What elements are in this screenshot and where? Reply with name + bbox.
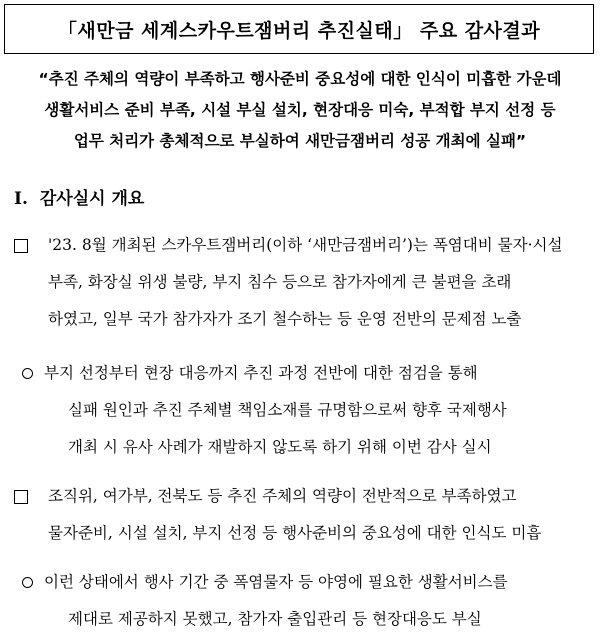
paragraph-line: 부족, 화장실 위생 불량, 부지 침수 등으로 참가자에게 큰 불편을 초래	[48, 273, 512, 291]
square-bullet-icon	[14, 490, 28, 504]
circle-bullet-icon	[22, 577, 33, 588]
paragraph-circle	[18, 564, 508, 638]
circle-bullet-icon	[22, 368, 33, 379]
paragraph-line: 개최 시 유사 사례가 재발하지 않도록 하기 위해 이번 감사 실시	[68, 438, 492, 456]
paragraph-line: 실패 원인과 추진 주체별 책임소재를 규명함으로써 향후 국제행사	[68, 401, 507, 419]
title-box	[4, 4, 594, 54]
paragraph-line: 이런 상태에서 행사 기간 중 폭염물자 등 야영에 필요한 생활서비스를	[18, 564, 508, 601]
paragraph-square	[14, 478, 541, 552]
square-bullet-icon	[14, 239, 28, 253]
paragraph-line: 제대로 제공하지 못했고, 참가자 출입관리 등 현장대응도 부실	[68, 610, 482, 628]
section-number: Ⅰ.	[14, 189, 28, 209]
section-heading	[14, 184, 144, 209]
paragraph-line: 물자준비, 시설 설치, 부지 선정 등 행사준비의 중요성에 대한 인식도 미흡	[48, 524, 542, 542]
section-title: 감사실시 개요	[39, 189, 145, 209]
document-title: 「새만금 세계스카우트잼버리 추진실태」 주요 감사결과	[57, 19, 541, 42]
summary-quote	[4, 64, 596, 157]
paragraph-line: 부지 선정부터 현장 대응까지 추진 과정 전반에 대한 점검을 통해	[18, 355, 507, 392]
summary-line: “추진 주체의 역량이 부족하고 행사준비 중요성에 대한 인식이 미흡한 가운데	[38, 70, 562, 88]
paragraph-square	[14, 227, 562, 338]
summary-line: 생활서비스 준비 부족, 시설 부실 설치, 현장대응 미숙, 부적합 부지 선정 등	[44, 101, 556, 119]
paragraph-line: 하였고, 일부 국가 참가자가 조기 철수하는 등 운영 전반의 문제점 노출	[48, 310, 522, 328]
paragraph-line: '23. 8월 개최된 스카우트잼버리(이하 ‘새만금잼버리’)는 폭염대비 물자·시설	[14, 227, 562, 264]
summary-line: 업무 처리가 총체적으로 부실하여 새만금잼버리 성공 개최에 실패”	[73, 132, 527, 150]
paragraph-circle	[18, 355, 507, 466]
paragraph-line: 조직위, 여가부, 전북도 등 추진 주체의 역량이 전반적으로 부족하였고	[14, 478, 541, 515]
